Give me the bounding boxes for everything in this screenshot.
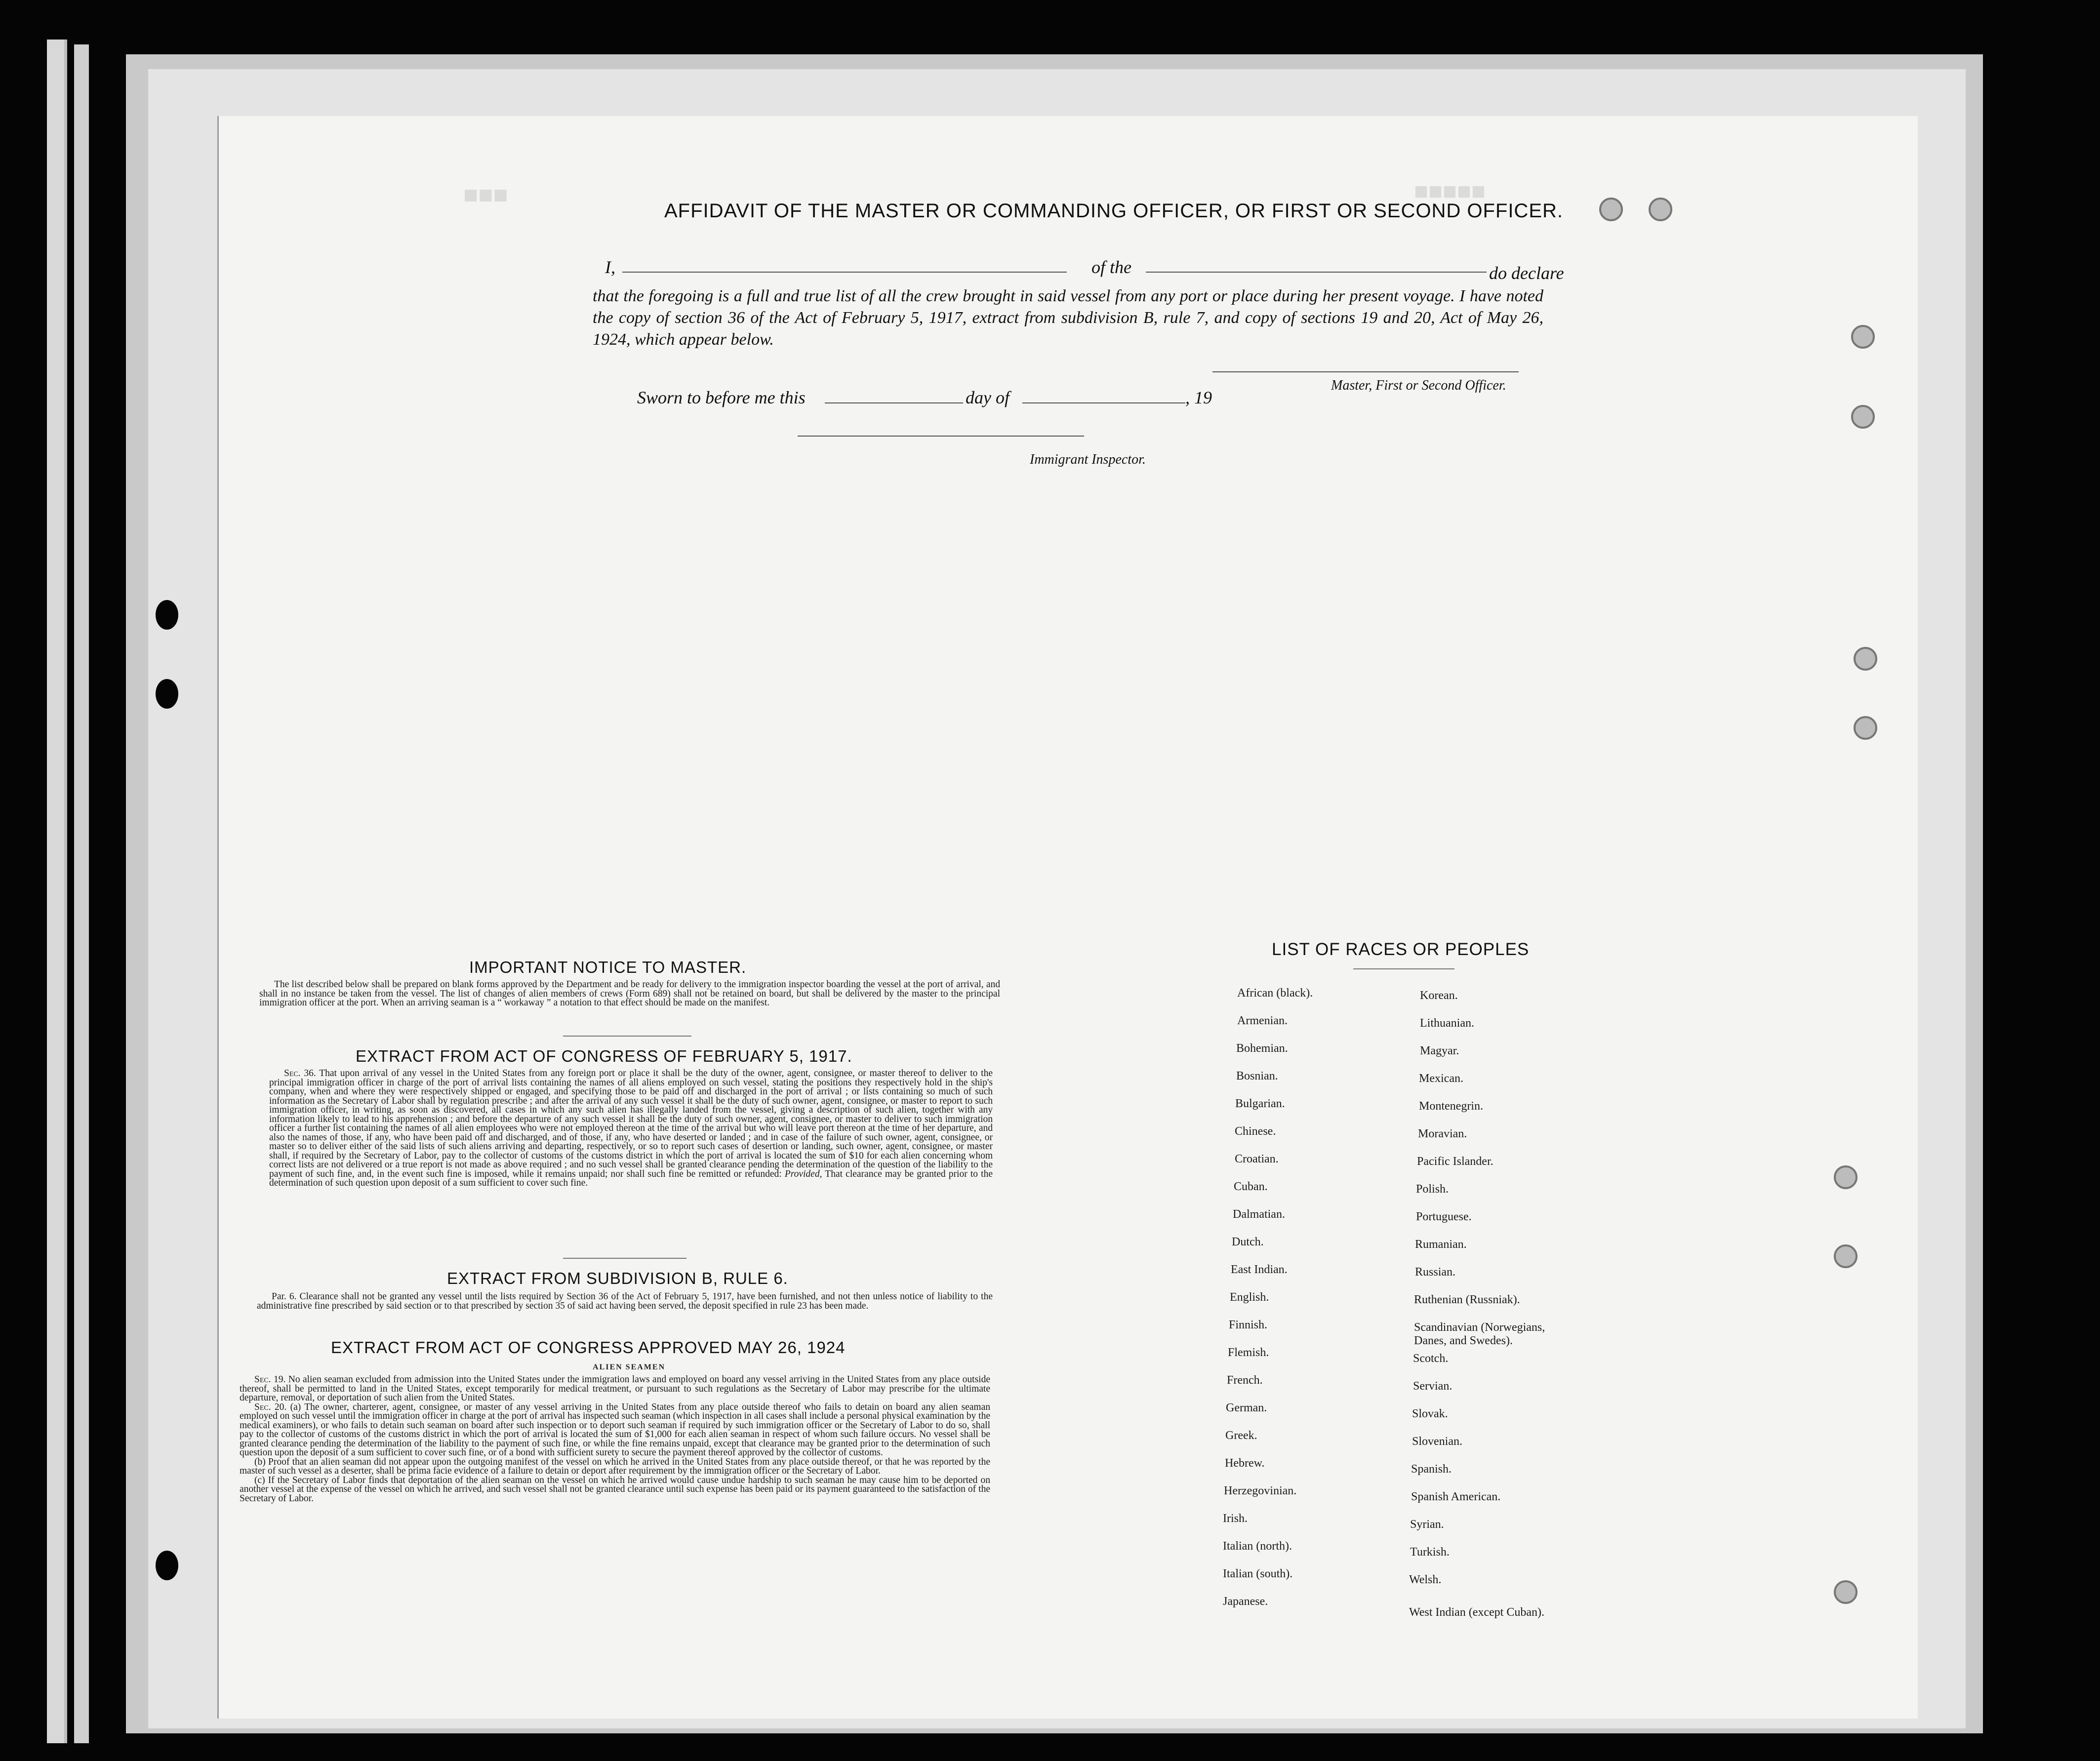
binder-edge-inner [74, 44, 89, 1743]
section-text: That upon arrival of any vessel in the United States from any foreign port or place it shall be the duty of the owner, agent, consignee, or master thereof to deliver to the principal immigration officer in charge of the port of arrival lists containing the names of all aliens employed on such vessel, stating the positions they respectively hold in the ship's company, when and where they were respectively shipped or engaged, and specifying those to be paid off and discharged in the port of arrival ; or lists containing so much of such information as the Secretary of Labor shall by regulation prescribe ; and after the arrival of any such vessel it shall be the duty of such owner, agent, consignee, or master to report to such immigration officer, in writing, as soon as discovered, all cases in which any such alien has illegally landed from the vessel, giving a description of such alien, together with any information likely to lead to his apprehension ; and before the departure of any such vessel it shall be the duty of such owner, agent, consignee, or master to deliver to such immigration officer a further list containing the names of all alien employees who were not employed thereon at the time of the arrival but who will leave port thereon at the time of her departure, and also the names of those, if any, who have been paid off and discharged, and of those, if any, who have deserted or landed ; and in case of the failure of such owner, agent, consignee, or master so to deliver either of the said lists of such aliens arriving and departing, respectively, or so to report such cases of desertion or landing, such owner, agent, consignee, or master shall, if required by the Secretary of Labor, pay to the collector of customs of the customs district in which the port of arrival is located the sum of $10 for each alien concerning whom correct lists are not delivered or a true report is not made as above required ; and no such vessel shall be granted clearance pending the determination of the question of the liability to the payment of such fine, and, in the event such fine is imposed, while it remains unpaid; nor shall such fine be remitted or refunded: [269, 1068, 993, 1179]
do-declare-label: do declare [1489, 263, 1564, 283]
name-blank-line [622, 272, 1067, 273]
rule6-text [257, 1292, 993, 1311]
race-item: Cuban. [1234, 1180, 1268, 1193]
inspector-signature-line [798, 436, 1084, 437]
race-item: African (black). [1237, 987, 1313, 1000]
extract-1924-text [240, 1375, 990, 1503]
race-item: Irish. [1223, 1512, 1248, 1525]
race-item: Moravian. [1418, 1127, 1467, 1140]
para-c: (c) If the Secretary of Labor finds that deportation of the alien seaman on the vessel on which he arrived would cause undue hardship to such seaman he may cause him to be deported on another vessel at the expense of the vessel on which he arrived, and such vessel shall not be granted clearance until such expense has been paid or its payment guaranteed to the satisfaction of the Secretary of Labor. [240, 1475, 990, 1504]
section-label: Sec. 19. [254, 1374, 286, 1385]
race-item: Syrian. [1410, 1518, 1444, 1531]
race-item: Herzegovinian. [1224, 1484, 1297, 1497]
section-text: (a) The owner, charterer, agent, consignee, or master of any vessel arriving in the United States from any place outside thereof who fails to detain on board any alien seaman employed on such vessel until the immigration officer in charge at the port of arrival has inspected such seaman (which inspection in all cases shall include a personal physical examination by the medical examiners), or who fails to detain such seaman on board after such inspection or to deport such seaman if required by such immigration officer or the Secretary of Labor to do so, shall pay to the collector of customs of the customs district in which the port of arrival is located the sum of $1,000 for each alien seaman in respect of whom such failure occurs. No vessel shall be granted clearance pending the determination of the liability to the payment of such fine, or while the fine remains unpaid, except that clearance may be granted prior to the determination of such question upon the deposit of a sum sufficient to cover such fine, or of a bond with sufficient surety to secure the payment thereof approved by the collector of customs. [240, 1401, 990, 1458]
section-label: Sec. 36. [284, 1068, 316, 1079]
race-item: Armenian. [1237, 1014, 1288, 1027]
extract-1917-paragraph [269, 1069, 993, 1188]
race-item: Spanish. [1411, 1463, 1452, 1476]
race-item: East Indian. [1231, 1263, 1288, 1276]
race-item: Lithuanian. [1420, 1017, 1474, 1030]
affidavit-statement: that the foregoing is a full and true list of all the crew brought in said vessel from any port or place during her present voyage. I have noted the copy of section 36 of the Act of February 5, 1917, extract from subdivision B, rule 7, and copy of sections 19 and 20, Act of May 26, 1924, which appear below. [593, 287, 1543, 349]
race-item: Flemish. [1228, 1346, 1269, 1359]
affidavit-i-label: I, [605, 257, 615, 277]
sworn-month-line [1022, 402, 1185, 403]
divider [563, 1036, 691, 1037]
race-item: West Indian (except Cuban). [1409, 1606, 1544, 1619]
extract-1917-text [269, 1069, 993, 1188]
race-item: Italian (north). [1223, 1540, 1292, 1553]
punch-hole [156, 600, 178, 630]
race-item: Dutch. [1232, 1236, 1264, 1248]
rivet-icon [1854, 716, 1877, 740]
alien-seamen-subtitle: ALIEN SEAMEN [593, 1363, 666, 1371]
race-item: Italian (south). [1223, 1567, 1293, 1580]
binder-edge [47, 40, 67, 1743]
section-text: No alien seaman excluded from admission into the United States under the immigration laws and employed on board any vessel arriving in the United States from any place outside thereof, shall be permitted to land in the United States, except temporarily for medical treatment, or pursuant to such regulations as the Secretary of Labor may prescribe for the ultimate departure, removal, or deportation of such alien from the United States. [240, 1374, 990, 1403]
race-item: Portuguese. [1416, 1210, 1472, 1223]
race-item: Ruthenian (Russniak). [1414, 1293, 1520, 1306]
inspector-label: Immigrant Inspector. [1030, 452, 1146, 467]
race-item: Slovak. [1412, 1407, 1448, 1420]
race-item: Polish. [1416, 1183, 1449, 1196]
vessel-blank-line [1146, 272, 1487, 273]
section-label: Sec. 20. [254, 1401, 287, 1412]
race-item: Welsh. [1409, 1573, 1442, 1586]
proviso-label: Provided, [784, 1168, 822, 1179]
race-item: Russian. [1415, 1266, 1456, 1279]
notice-title: IMPORTANT NOTICE TO MASTER. [469, 958, 747, 976]
races-title: LIST OF RACES OR PEOPLES [1272, 940, 1530, 959]
punch-hole [156, 1551, 178, 1580]
race-item: Turkish. [1410, 1546, 1450, 1559]
race-item: Bulgarian. [1235, 1097, 1285, 1110]
year-label: , 19 [1185, 388, 1212, 407]
race-item: Bohemian. [1236, 1042, 1288, 1055]
race-item: Dalmatian. [1233, 1208, 1285, 1221]
race-item: Spanish American. [1411, 1490, 1501, 1503]
punch-hole [156, 679, 178, 709]
race-item: German. [1226, 1401, 1267, 1414]
race-item: Rumanian. [1415, 1238, 1467, 1251]
race-item: Servian. [1413, 1380, 1453, 1393]
rivet-icon [1599, 198, 1623, 221]
divider [563, 1258, 687, 1259]
race-item: Magyar. [1420, 1044, 1459, 1057]
sec19-paragraph [240, 1375, 990, 1403]
bleed-through-mark: ■■■ [463, 181, 508, 208]
rivet-icon [1834, 1165, 1858, 1189]
race-item: English. [1230, 1291, 1269, 1304]
race-item: Pacific Islander. [1417, 1155, 1494, 1168]
master-signature-line [1212, 371, 1519, 372]
race-item: Slovenian. [1412, 1435, 1462, 1448]
rule6-title: EXTRACT FROM SUBDIVISION B, RULE 6. [447, 1269, 788, 1287]
race-item: Hebrew. [1225, 1457, 1265, 1470]
proviso-text: That clearance may be granted prior to the determination of such question upon deposit of a sum sufficient to cover such fine. [269, 1168, 993, 1188]
notice-text [259, 980, 1000, 1008]
rivet-icon [1854, 647, 1877, 671]
sworn-label: Sworn to before me this [637, 388, 806, 407]
race-item: Chinese. [1235, 1125, 1276, 1138]
para-b: (b) Proof that an alien seaman did not appear upon the outgoing manifest of the vessel on which he arrived in the United States from any place outside thereof, or that he was reported by the master of such vessel as a deserter, shall be prima facie evidence of a failure to detain or deport after requirement by the immigration officer or the Secretary of Labor. [240, 1456, 990, 1476]
sworn-day-line [825, 402, 963, 403]
rivet-icon [1851, 325, 1875, 349]
race-item: Bosnian. [1236, 1070, 1278, 1082]
race-item: Korean. [1420, 989, 1458, 1002]
race-item: Mexican. [1419, 1072, 1463, 1085]
race-item: Greek. [1225, 1429, 1257, 1442]
divider [1353, 968, 1454, 969]
race-item: Croatian. [1235, 1153, 1279, 1165]
race-item: Japanese. [1223, 1595, 1268, 1608]
notice-paragraph: The list described below shall be prepared on blank forms approved by the Department and be ready for delivery to the immigration inspector boarding the vessel at the port of arrival, and shall in no instance be taken from the vessel. The list of changes of alien members of crews (Form 689) shall not be retained on board, but shall be delivered by the master to the principal immigration officer at the port. When an arriving seaman is a “ workaway ” a notation to that effect should be made on the manifest. [259, 979, 1000, 1008]
race-item: French. [1227, 1374, 1263, 1387]
race-item: Scandinavian (Norwegians, Danes, and Swedes). [1414, 1321, 1545, 1347]
extract-1917-title: EXTRACT FROM ACT OF CONGRESS OF FEBRUARY 5, 1917. [356, 1047, 852, 1065]
affidavit-heading: AFFIDAVIT OF THE MASTER OR COMMANDING OFFICER, OR FIRST OR SECOND OFFICER. [664, 200, 1563, 222]
rivet-icon [1851, 405, 1875, 429]
race-item: Montenegrin. [1419, 1100, 1483, 1113]
extract-1924-title: EXTRACT FROM ACT OF CONGRESS APPROVED MAY 26, 1924 [331, 1338, 846, 1357]
rivet-icon [1834, 1580, 1858, 1604]
of-the-label: of the [1091, 257, 1131, 277]
bleed-through-mark: ■■■■■ [1414, 178, 1486, 204]
rule6-paragraph: Par. 6. Clearance shall not be granted any vessel until the lists required by Section 36 of the Act of February 5, 1917, have been furnished, and not then unless notice of liability to the administrative fine prescribed by said section or to that prescribed by section 35 of said act having been served, the deposit specified in rule 23 has been made. [257, 1291, 993, 1311]
sec20-paragraph [240, 1403, 990, 1458]
day-of-label: day of [966, 388, 1010, 407]
race-item: Finnish. [1229, 1319, 1268, 1331]
rivet-icon [1649, 198, 1672, 221]
rivet-icon [1834, 1244, 1858, 1268]
master-signature-label: Master, First or Second Officer. [1331, 378, 1506, 393]
race-item: Scotch. [1413, 1352, 1449, 1365]
